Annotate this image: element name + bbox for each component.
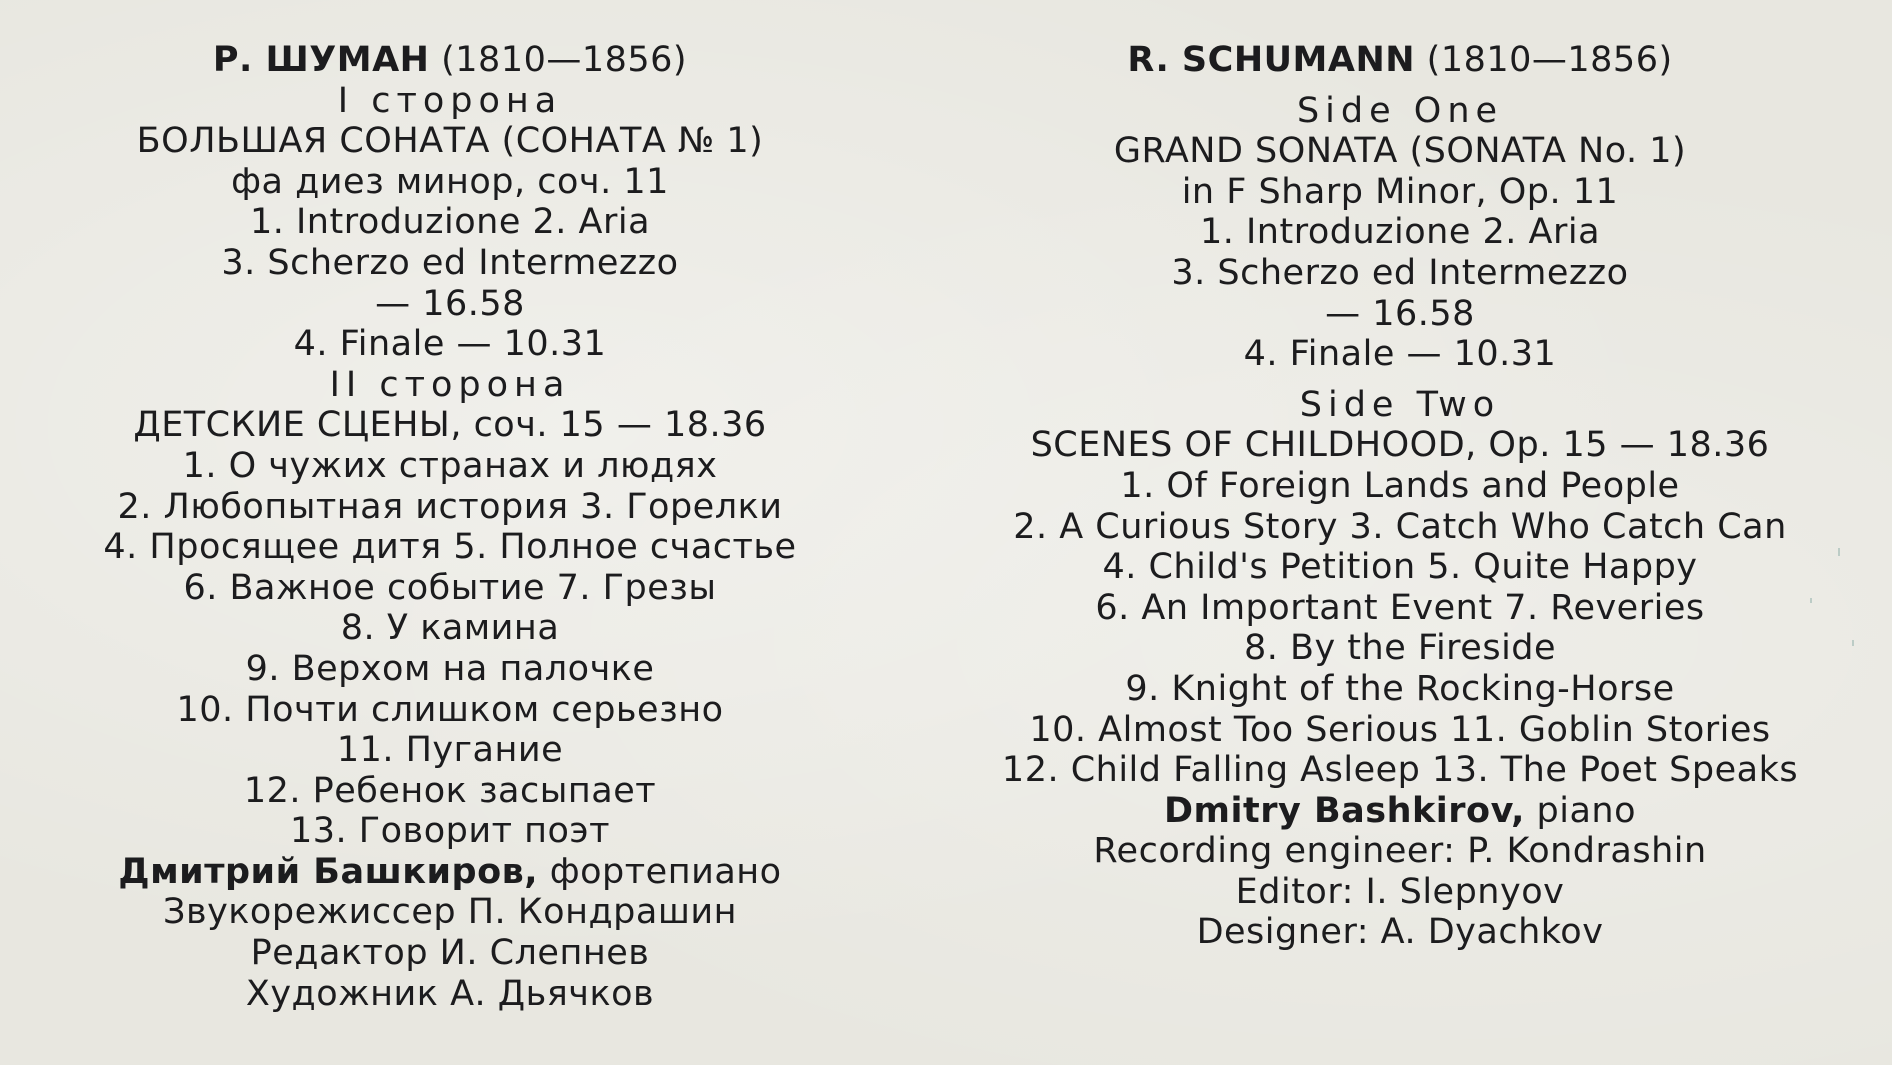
russian-column bbox=[40, 40, 860, 1014]
ru-piece: 2. Любопытная история 3. Горелки bbox=[117, 486, 783, 527]
print-speck bbox=[1838, 548, 1840, 556]
ru-piece: 4. Просящее дитя 5. Полное счастье bbox=[103, 527, 797, 568]
en-piece: 4. Child's Petition 5. Quite Happy bbox=[1102, 547, 1698, 588]
ru-work1-title: БОЛЬШАЯ СОНАТА (СОНАТА № 1) bbox=[136, 121, 764, 162]
ru-credit: Звукорежиссер П. Кондрашин bbox=[163, 892, 737, 933]
en-side-two: Side Two bbox=[1299, 384, 1501, 425]
en-movement: 4. Finale — 10.31 bbox=[1243, 334, 1557, 375]
en-credit: Designer: A. Dyachkov bbox=[1196, 912, 1604, 953]
en-side-one: Side One bbox=[1296, 90, 1504, 131]
ru-composer: Р. ШУМАН bbox=[212, 40, 430, 80]
ru-piece: 12. Ребенок засыпает bbox=[243, 770, 657, 811]
en-piece: 9. Knight of the Rocking-Horse bbox=[1125, 668, 1675, 709]
ru-work2-title: ДЕТСКИЕ СЦЕНЫ, соч. 15 — 18.36 bbox=[133, 405, 767, 446]
en-work1-key: in F Sharp Minor, Op. 11 bbox=[1181, 171, 1619, 212]
en-composer: R. SCHUMANN bbox=[1127, 40, 1416, 80]
ru-side-one: I сторона bbox=[337, 80, 563, 121]
ru-movement: 1. Introduzione 2. Aria bbox=[249, 202, 651, 243]
en-performer-line bbox=[945, 791, 1855, 832]
ru-performer-line bbox=[40, 852, 860, 893]
en-piece: 6. An Important Event 7. Reveries bbox=[1095, 587, 1705, 628]
en-movement: — 16.58 bbox=[1325, 293, 1475, 334]
en-credit: Recording engineer: P. Kondrashin bbox=[1093, 831, 1707, 872]
ru-piece: 13. Говорит поэт bbox=[290, 811, 610, 852]
en-work2-title: SCENES OF CHILDHOOD, Op. 15 — 18.36 bbox=[1030, 425, 1770, 466]
en-performer-name: Dmitry Bashkirov, bbox=[1163, 790, 1525, 831]
ru-years: (1810—1856) bbox=[441, 40, 688, 80]
en-piece: 1. Of Foreign Lands and People bbox=[1120, 465, 1680, 506]
ru-piece: 11. Пугание bbox=[336, 730, 564, 771]
en-work1-title: GRAND SONATA (SONATA No. 1) bbox=[1113, 131, 1687, 172]
ru-performer-instrument: фортепиано bbox=[549, 851, 782, 892]
ru-credit: Художник А. Дьячков bbox=[245, 973, 655, 1014]
en-piece: 2. A Curious Story 3. Catch Who Catch Can bbox=[1013, 506, 1787, 547]
ru-piece: 8. У камина bbox=[340, 608, 560, 649]
ru-composer-line bbox=[40, 40, 860, 81]
en-credit: Editor: I. Slepnyov bbox=[1235, 871, 1565, 912]
en-performer-instrument: piano bbox=[1536, 790, 1637, 831]
ru-piece: 6. Важное событие 7. Грезы bbox=[183, 567, 717, 608]
ru-movement: — 16.58 bbox=[375, 283, 525, 324]
en-movement: 3. Scherzo ed Intermezzo bbox=[1171, 252, 1629, 293]
ru-side-two: II сторона bbox=[329, 364, 571, 405]
ru-performer-name: Дмитрий Башкиров, bbox=[118, 851, 539, 892]
english-column bbox=[945, 40, 1855, 953]
ru-movement: 3. Scherzo ed Intermezzo bbox=[221, 242, 679, 283]
ru-piece: 10. Почти слишком серьезно bbox=[176, 689, 724, 730]
ru-piece: 9. Верхом на палочке bbox=[245, 648, 655, 689]
print-speck bbox=[1810, 598, 1812, 603]
en-years: (1810—1856) bbox=[1426, 40, 1673, 80]
en-piece: 10. Almost Too Serious 11. Goblin Stories bbox=[1029, 709, 1771, 750]
en-piece: 12. Child Falling Asleep 13. The Poet Speaks bbox=[1001, 750, 1799, 791]
ru-piece: 1. О чужих странах и людях bbox=[182, 445, 718, 486]
ru-movement: 4. Finale — 10.31 bbox=[293, 324, 607, 365]
print-speck bbox=[1852, 640, 1854, 646]
ru-work1-key: фа диез минор, соч. 11 bbox=[231, 161, 669, 202]
ru-credit: Редактор И. Слепнев bbox=[250, 933, 650, 974]
en-composer-line bbox=[945, 40, 1855, 81]
en-movement: 1. Introduzione 2. Aria bbox=[1199, 212, 1601, 253]
en-piece: 8. By the Fireside bbox=[1243, 628, 1557, 669]
